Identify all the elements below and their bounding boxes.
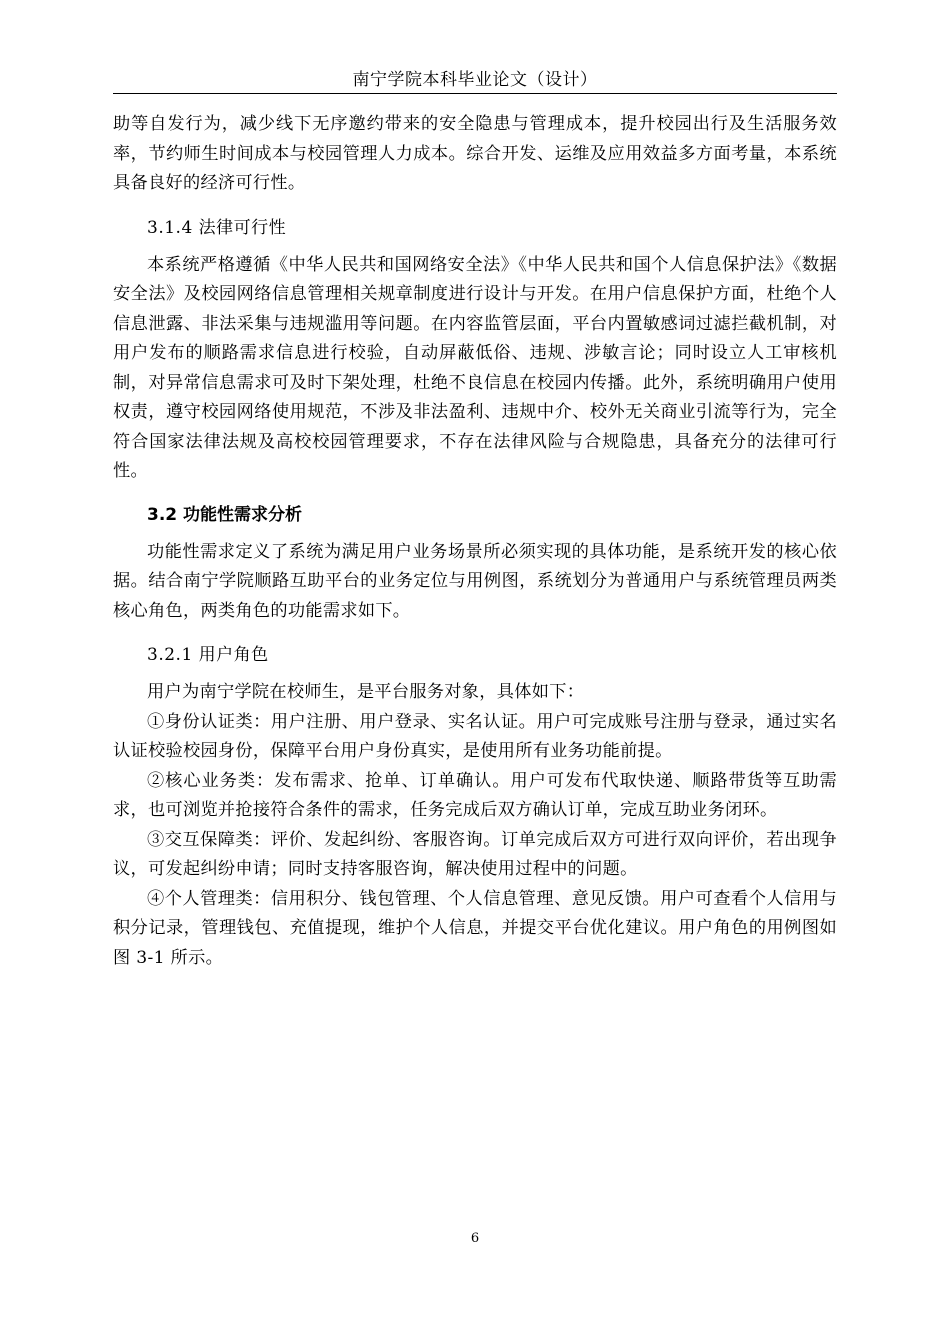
header-rule (113, 93, 837, 94)
paragraph-legal-feasibility: 本系统严格遵循《中华人民共和国网络安全法》《中华人民共和国个人信息保护法》《数据安全法》及校园网络信息管理相关规章制度进行设计与开发。在用户信息保护方面，杜绝个人信息泄露、非法采集与违规滥用等问题。在内容监管层面，平台内置敏感词过滤拦截机制，对用户发布的顺路需求信息进行校验，自动屏蔽低俗、违规、涉敏言论；同时设立人工审核机制，对异常信息需求可及时下架处理，杜绝不良信息在校园内传播。此外，系统明确用户使用权责，遵守校园网络使用规范，不涉及非法盈利、违规中介、校外无关商业引流等行为，完全符合国家法律法规及高校校园管理要求，不存在法律风险与合规隐患，具备充分的法律可行性。 (113, 254, 837, 481)
paragraph-user-role-intro: 用户为南宁学院在校师生，是平台服务对象，具体如下： (147, 682, 585, 702)
paragraph-core-business: ②核心业务类：发布需求、抢单、订单确认。用户可发布代取快递、顺路带货等互助需求，也可浏览并抢接符合条件的需求，任务完成后双方确认订单，完成互助业务闭环。 (113, 770, 837, 820)
paragraph-interaction-guarantee: ③交互保障类：评价、发起纠纷、客服咨询。订单完成后双方可进行双向评价，若出现争议，可发起纠纷申请；同时支持客服咨询，解决使用过程中的问题。 (113, 829, 837, 879)
section-heading-3-2: 3.2 功能性需求分析 (147, 504, 303, 525)
page-number: 6 (470, 1231, 480, 1246)
paragraph-identity-auth: ①身份认证类：用户注册、用户登录、实名认证。用户可完成账号注册与登录，通过实名认证校验校园身份，保障平台用户身份真实，是使用所有业务功能前提。 (113, 711, 837, 761)
running-header: 南宁学院本科毕业论文（设计） (352, 70, 598, 90)
section-heading-3-1-4: 3.1.4 法律可行性 (147, 217, 287, 238)
page-body (113, 110, 837, 973)
paragraph-personal-management: ④个人管理类：信用积分、钱包管理、个人信息管理、意见反馈。用户可查看个人信用与积分记录，管理钱包、充值提现，维护个人信息，并提交平台优化建议。用户角色的用例图如图 3-1 所示。 (113, 888, 837, 968)
section-heading-3-2-1: 3.2.1 用户角色 (147, 645, 269, 665)
paragraph-economic-feasibility-end: 助等自发行为，减少线下无序邀约带来的安全隐患与管理成本，提升校园出行及生活服务效率，节约师生时间成本与校园管理人力成本。综合开发、运维及应用效益多方面考量，本系统具备良好的经济可行性。 (113, 114, 837, 193)
paragraph-functional-requirements: 功能性需求定义了系统为满足用户业务场景所必须实现的具体功能，是系统开发的核心依据。结合南宁学院顺路互助平台的业务定位与用例图，系统划分为普通用户与系统管理员两类核心角色，两类角色的功能需求如下。 (113, 541, 837, 621)
